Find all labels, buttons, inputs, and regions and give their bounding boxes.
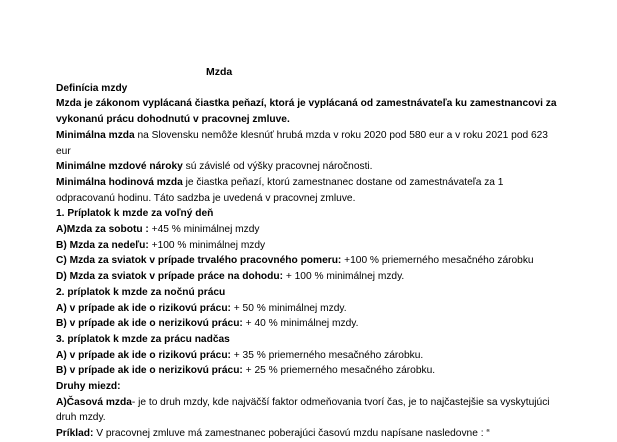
- min-hourly-text: je čiastka peňazí, ktorú zamestnanec dostane od zamestnávateľa za 1 odpracovanú hodinu. Táto sadzba je uvedená v pracovnej zmluve.: [56, 176, 504, 204]
- section-1-item-label: D) Mzda za sviatok v prípade práce na dohodu:: [56, 271, 283, 283]
- types-heading: [56, 379, 561, 395]
- min-hourly-paragraph: [56, 175, 561, 206]
- section-3-item-label: A) v prípade ak ide o rizikovú prácu:: [56, 349, 231, 361]
- definition-heading: [56, 81, 561, 97]
- time-wage-text: - je to druh mzdy, kde najväčší faktor odmeňovania tvorí čas, je to najčastejšie sa vyskytujúci druh mzdy.: [56, 396, 550, 424]
- section-2-item-label: B) v prípade ak ide o nerizikovú prácu:: [56, 318, 243, 330]
- definition-heading-text: Definícia mzdy: [56, 82, 128, 94]
- section-1-heading-text: 1. Príplatok k mzde za voľný deň: [56, 208, 214, 220]
- min-claims-text: sú závislé od výšky pracovnej náročnosti.: [182, 161, 373, 173]
- section-1-item: [56, 269, 561, 285]
- section-1-item: [56, 222, 561, 238]
- minimum-wage-paragraph: [56, 128, 561, 159]
- types-heading-text: Druhy miezd:: [56, 381, 121, 393]
- section-2-item: [56, 301, 561, 317]
- section-2-item-label: A) v prípade ak ide o rizikovú prácu:: [56, 302, 231, 314]
- time-wage-label: A)Časová mzda: [56, 396, 132, 408]
- section-1-item-value: +45 % minimálnej mzdy: [148, 224, 260, 236]
- minimum-wage-text: na Slovensku nemôže klesnúť hrubá mzda v roku 2020 pod 580 eur a v roku 2021 pod 623 eur: [56, 129, 548, 157]
- example-text: V pracovnej zmluve má zamestnanec poberajúci časovú mzdu napísane nasledovne : “: [93, 428, 490, 440]
- definition-paragraph: [56, 96, 561, 127]
- section-1-item: [56, 238, 561, 254]
- section-1-heading: [56, 206, 561, 222]
- definition-text: Mzda je zákonom vyplácaná čiastka peňazí, ktorá je vyplácaná od zamestnávateľa ku zamestnancovi za vykonanú prácu dohodnutú v pracovnej zmluve.: [56, 98, 557, 126]
- minimum-wage-label: Minimálna mzda: [56, 129, 135, 141]
- section-3-item-label: B) v prípade ak ide o nerizikovú prácu:: [56, 365, 243, 377]
- section-3-heading-text: 3. príplatok k mzde za prácu nadčas: [56, 333, 230, 345]
- section-2-heading-text: 2. príplatok k mzde za nočnú prácu: [56, 286, 226, 298]
- section-1-item-value: + 100 % minimálnej mzdy.: [283, 271, 405, 283]
- section-1-item-label: B) Mzda za nedeľu:: [56, 239, 149, 251]
- section-1-item-label: C) Mzda za sviatok v prípade trvalého pracovného pomeru:: [56, 255, 342, 267]
- section-2-item: [56, 316, 561, 332]
- section-3-item-value: + 35 % priemerného mesačného zárobku.: [230, 349, 424, 361]
- section-1-item-value: +100 % priemerného mesačného zárobku: [341, 255, 534, 267]
- section-3-item: [56, 348, 561, 364]
- example-label: Príklad:: [56, 428, 94, 440]
- section-2-item-value: + 50 % minimálnej mzdy.: [230, 302, 347, 314]
- section-2-heading: [56, 285, 561, 301]
- page-title: Mzda: [206, 66, 233, 78]
- time-wage-paragraph: [56, 395, 561, 426]
- example-paragraph: [56, 426, 561, 442]
- min-claims-label: Minimálne mzdové nároky: [56, 161, 183, 173]
- section-2-item-value: + 40 % minimálnej mzdy.: [242, 318, 359, 330]
- section-1-item-label: A)Mzda za sobotu :: [56, 224, 149, 236]
- section-1-item-value: +100 % minimálnej mzdy: [148, 239, 266, 251]
- section-3-item-value: + 25 % priemerného mesačného zárobku.: [242, 365, 436, 377]
- min-claims-paragraph: [56, 159, 561, 175]
- min-hourly-label: Minimálna hodinová mzda: [56, 176, 183, 188]
- section-1-item: [56, 253, 561, 269]
- document-body: [56, 65, 561, 442]
- section-3-heading: [56, 332, 561, 348]
- section-3-item: [56, 363, 561, 379]
